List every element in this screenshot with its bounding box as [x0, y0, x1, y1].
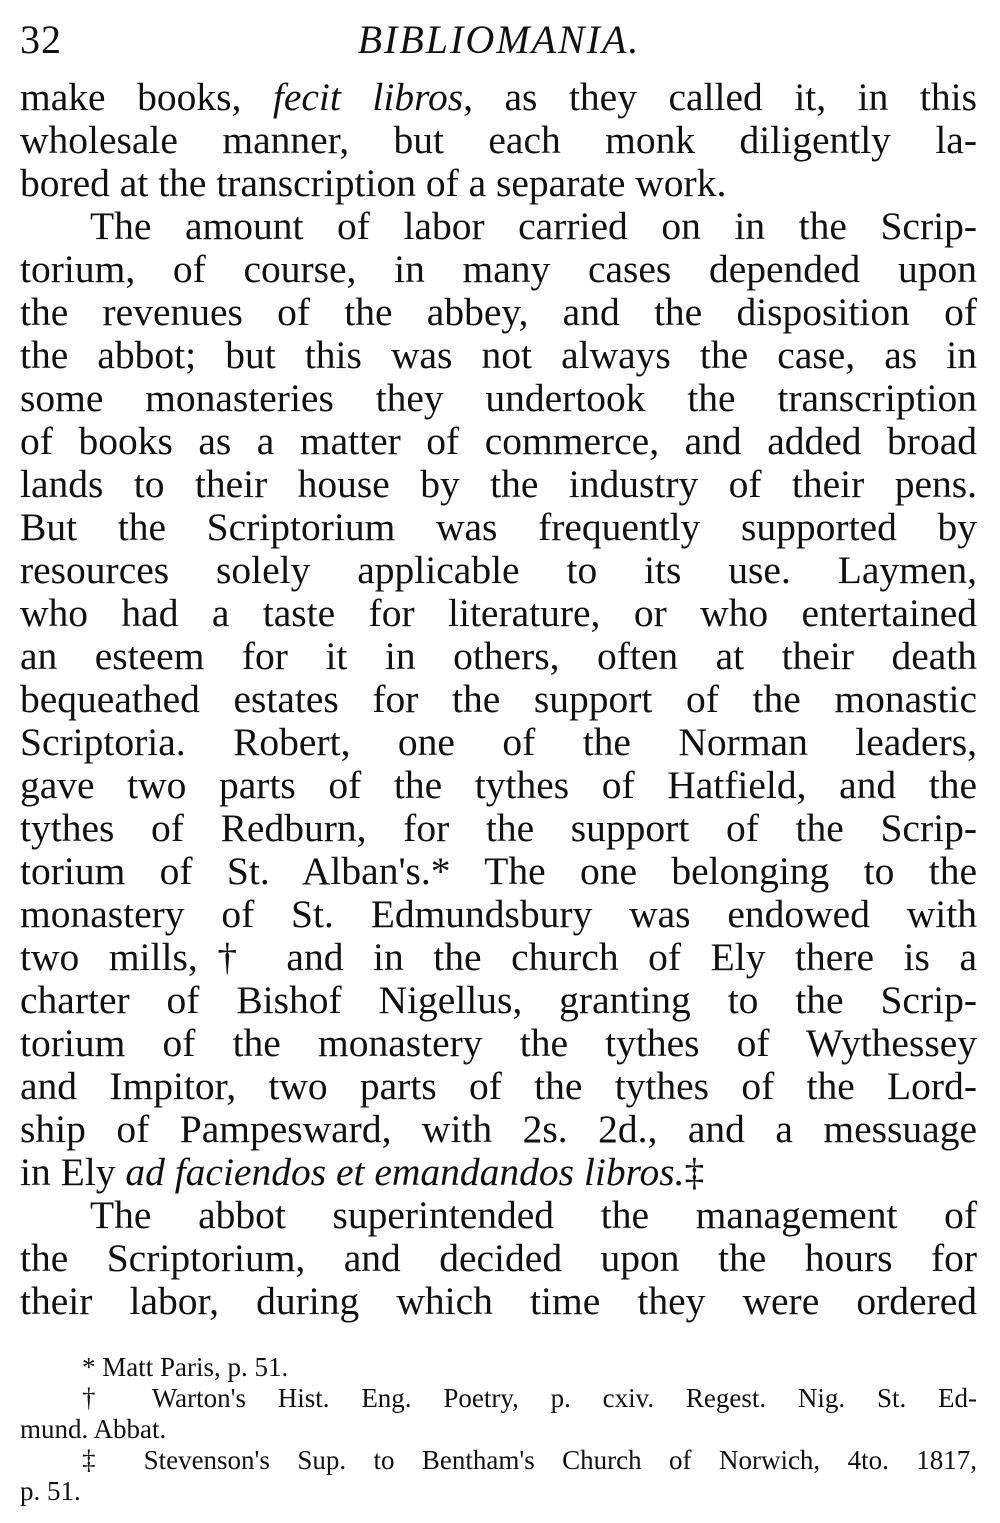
footnote-line: * Matt Paris, p. 51. [82, 1352, 289, 1382]
text-line: in Ely ad faciendos et emandandos libros.‡ [20, 1150, 705, 1194]
text-line: their labor, during which time they were ordered [20, 1279, 977, 1323]
text-line: torium of the monastery the tythes of Wythessey [20, 1021, 977, 1065]
text-line: monastery of St. Edmundsbury was endowed with [20, 892, 977, 936]
text-line: of books as a matter of commerce, and added broad [20, 419, 977, 463]
text-line: the abbot; but this was not always the case, as in [20, 333, 977, 377]
text-line: gave two parts of the tythes of Hatfield, and the [20, 763, 977, 807]
text-line: two mills,† and in the church of Ely there is a [20, 935, 977, 979]
text-line: torium of St. Alban's.* The one belonging to the [20, 849, 977, 893]
text-line: who had a taste for literature, or who entertained [20, 591, 977, 635]
text-line: The amount of labor carried on in the Scrip- [90, 204, 977, 248]
text-line: the revenues of the abbey, and the disposition of [20, 290, 977, 334]
text-line: lands to their house by the industry of their pens. [20, 462, 977, 506]
footnotes [20, 1352, 977, 1507]
text-line: Scriptoria. Robert, one of the Norman leaders, [20, 720, 977, 764]
text-line: charter of Bishof Nigellus, granting to the Scrip- [20, 978, 977, 1022]
text-line: torium, of course, in many cases depended upon [20, 247, 977, 291]
footnote-line: ‡ Stevenson's Sup. to Bentham's Church of Norwich, 4to. 1817, [82, 1445, 977, 1475]
page-header [20, 10, 978, 70]
text-line: tythes of Redburn, for the support of the Scrip- [20, 806, 977, 850]
page-number: 32 [20, 17, 62, 62]
text-line: bequeathed estates for the support of the monastic [20, 677, 977, 721]
body-text [20, 76, 977, 1323]
footnote-line: mund. Abbat. [20, 1414, 167, 1444]
running-title: BIBLIOMANIA. [357, 17, 641, 62]
text-line: bored at the transcription of a separate work. [20, 161, 727, 205]
text-line: the Scriptorium, and decided upon the hours for [20, 1236, 977, 1280]
text-line: an esteem for it in others, often at their death [20, 634, 977, 678]
text-line: make books, fecit libros, as they called it, in this [20, 75, 977, 119]
text-line: resources solely applicable to its use. Laymen, [20, 548, 977, 592]
footnote-line: p. 51. [20, 1476, 81, 1506]
text-line: ship of Pampesward, with 2s. 2d., and a messuage [20, 1107, 977, 1151]
text-line: some monasteries they undertook the transcription [20, 376, 977, 420]
text-line: and Impitor, two parts of the tythes of the Lord- [20, 1064, 977, 1108]
text-line: wholesale manner, but each monk diligently la- [20, 118, 977, 162]
text-line: The abbot superintended the management of [90, 1193, 977, 1237]
text-line: But the Scriptorium was frequently supported by [20, 505, 977, 549]
footnote-line: † Warton's Hist. Eng. Poetry, p. cxiv. Regest. Nig. St. Ed- [82, 1383, 977, 1413]
